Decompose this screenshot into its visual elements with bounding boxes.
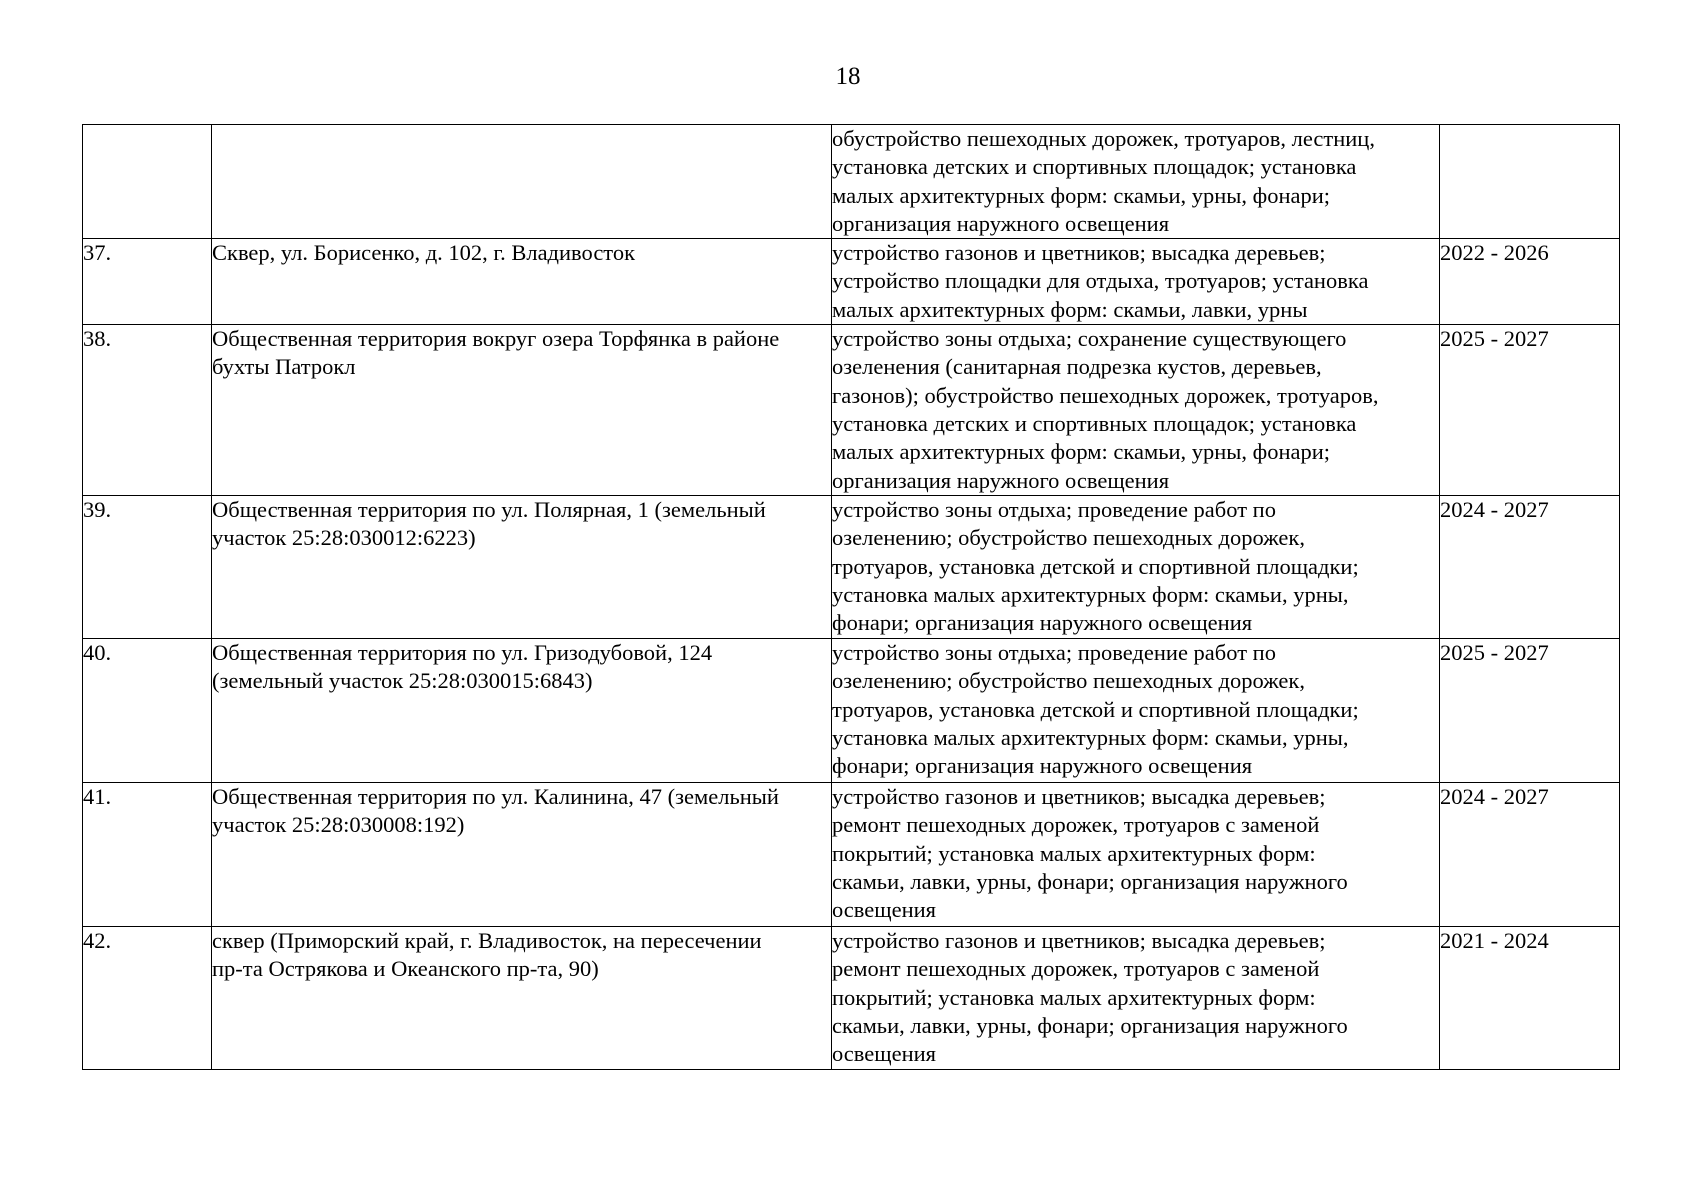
territory-name-cell: Общественная территория по ул. Гризодубовой, 124 (земельный участок 25:28:030015:6843) [212,638,832,782]
territory-name-cell: сквер (Приморский край, г. Владивосток, на пересечении пр-та Острякова и Океанского пр-та, 90) [212,926,832,1069]
works-description-cell: устройство зоны отдыха; проведение работ по озеленению; обустройство пешеходных дорожек, тротуаров, установка детской и спортивной площадки; установка малых архитектурных форм: скамьи, урны, фонари; организация наружного освещения [832,638,1440,782]
table-row [83,325,1620,496]
row-number-cell: 42. [83,926,212,1069]
table-row [83,926,1620,1069]
row-number-cell: 39. [83,495,212,638]
territory-name-cell [212,125,832,239]
row-number-cell: 37. [83,239,212,325]
table-row [83,638,1620,782]
table-row [83,239,1620,325]
years-cell: 2024 - 2027 [1440,495,1620,638]
territories-table [82,124,1620,1070]
works-description-cell: устройство газонов и цветников; высадка деревьев; ремонт пешеходных дорожек, тротуаров с заменой покрытий; установка малых архитектурных форм: скамьи, лавки, урны, фонари; организация наружного освещения [832,926,1440,1069]
territory-name-cell: Сквер, ул. Борисенко, д. 102, г. Владивосток [212,239,832,325]
row-number-cell [83,125,212,239]
years-cell: 2025 - 2027 [1440,638,1620,782]
works-description-cell: устройство газонов и цветников; высадка деревьев; ремонт пешеходных дорожек, тротуаров с заменой покрытий; установка малых архитектурных форм: скамьи, лавки, урны, фонари; организация наружного освещения [832,782,1440,926]
territory-name-cell: Общественная территория по ул. Калинина, 47 (земельный участок 25:28:030008:192) [212,782,832,926]
years-cell [1440,125,1620,239]
row-number-cell: 41. [83,782,212,926]
table-row [83,125,1620,239]
row-number-cell: 40. [83,638,212,782]
table-row [83,495,1620,638]
works-description-cell: устройство зоны отдыха; проведение работ по озеленению; обустройство пешеходных дорожек, тротуаров, установка детской и спортивной площадки; установка малых архитектурных форм: скамьи, урны, фонари; организация наружного освещения [832,495,1440,638]
works-description-cell: устройство газонов и цветников; высадка деревьев; устройство площадки для отдыха, тротуаров; установка малых архитектурных форм: скамьи, лавки, урны [832,239,1440,325]
table-row [83,782,1620,926]
years-cell: 2022 - 2026 [1440,239,1620,325]
page-number: 18 [835,63,861,90]
years-cell: 2021 - 2024 [1440,926,1620,1069]
works-description-cell: обустройство пешеходных дорожек, тротуаров, лестниц, установка детских и спортивных площадок; установка малых архитектурных форм: скамьи, урны, фонари; организация наружного освещения [832,125,1440,239]
years-cell: 2025 - 2027 [1440,325,1620,496]
territory-name-cell: Общественная территория по ул. Полярная, 1 (земельный участок 25:28:030012:6223) [212,495,832,638]
territory-name-cell: Общественная территория вокруг озера Торфянка в районе бухты Патрокл [212,325,832,496]
row-number-cell: 38. [83,325,212,496]
works-description-cell: устройство зоны отдыха; сохранение существующего озеленения (санитарная подрезка кустов, деревьев, газонов); обустройство пешеходных дорожек, тротуаров, установка детских и спортивных площадок; установка малых архитектурных форм: скамьи, урны, фонари; организация наружного освещения [832,325,1440,496]
years-cell: 2024 - 2027 [1440,782,1620,926]
